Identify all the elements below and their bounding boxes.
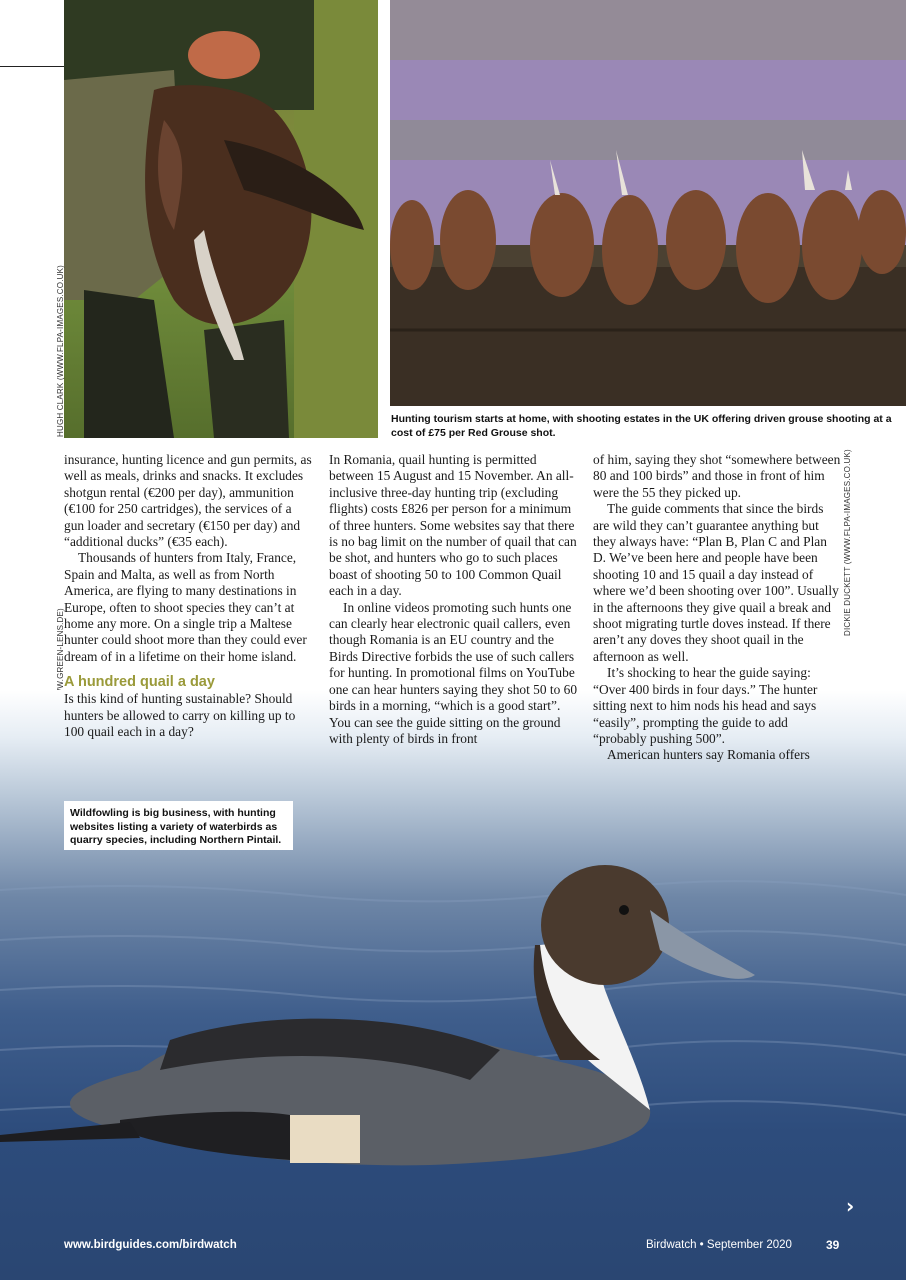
footer-issue: Birdwatch • September 2020: [646, 1239, 792, 1251]
subheading: A hundred quail a day: [64, 674, 215, 691]
paragraph: In online videos promoting such hunts one can clearly hear electronic quail callers, even though Romania is an EU country and the Birds Directive forbids the use of such callers for hunting. In promotional films on YouTube one can hear hunters saying they shot 50 to 60 birds in a morning, “which is a good start”. You can see the guide sitting on the ground with plenty of birds in front: [329, 599, 578, 746]
paragraph: Is this kind of hunting sustainable? Should hunters be allowed to carry on killing up to 100 quail each in a day?: [64, 691, 296, 740]
article-column-2: [329, 452, 579, 747]
footer-website-link[interactable]: www.birdguides.com/birdwatch: [64, 1239, 237, 1251]
paragraph: American hunters say Romania offers: [607, 747, 810, 763]
top-rule: [0, 66, 64, 67]
paragraph: It’s shocking to hear the guide saying: “Over 400 birds in four days.” The hunter sitting next to him nods his head and says “easily”, prompting the guide to add “probably pushing 500”.: [593, 665, 818, 746]
paragraph: insurance, hunting licence and gun permits, as well as meals, drinks and snacks. It excludes shotgun rental (€200 per day), ammunition (€100 for 250 cartridges), the services of a gun loader and secretary (€150 per day) and “additional ducks” (€35 each).: [64, 452, 312, 550]
article-column-3: [593, 452, 843, 764]
photo-hunter-with-grouse: [64, 0, 378, 438]
paragraph: of him, saying they shot “somewhere between 80 and 100 birds” and those in front of him were the 55 they picked up.: [593, 452, 841, 500]
hunter-illustration: [64, 0, 378, 438]
article-column-1: [64, 452, 312, 741]
photo-grouse-on-board: [390, 0, 906, 406]
grouse-board-illustration: [390, 0, 906, 406]
pintail-illustration: [0, 690, 906, 1280]
caption-pintail: Wildfowling is big business, with hunting websites listing a variety of waterbirds as quarry species, including Northern Pintail.: [64, 801, 293, 850]
page-number: 39: [826, 1238, 840, 1252]
caption-grouse: Hunting tourism starts at home, with shooting estates in the UK offering driven grouse shooting at a cost of £75 per Red Grouse shot.: [391, 413, 892, 439]
credit-dickie-duckett: DICKIE DUCKETT (WWW.FLPA-IMAGES.CO.UK): [843, 449, 852, 636]
paragraph: In Romania, quail hunting is permitted between 15 August and 15 November. An all-inclusive three-day hunting trip (excluding flights) costs £826 per person for a minimum of three hunters. Some websites say that there is no bag limit on the number of quail that can be shot, and hunters who go to such places boast of shooting 50 to 100 Common Quail each in a day.: [329, 452, 577, 599]
photo-northern-pintail: [0, 690, 906, 1280]
next-page-arrow-icon[interactable]: ›: [846, 1194, 855, 1218]
paragraph: The guide comments that since the birds are wild they can’t guarantee anything but they always have: “Plan B, Plan C and Plan D. We’ve been here and people have been shooting 10 and 15 quail a day instead of where we’d been shooting over 100”. Usually in the afternoons they give quail a break and shoot migrating turtle doves instead. If there aren’t any doves they shoot quail in the afternoon as well.: [593, 501, 839, 664]
paragraph: Thousands of hunters from Italy, France, Spain and Malta, as well as from North America, are flying to many destinations in Europe, often to shoot species they can’t at home any more. On a single trip a Maltese hunter could shoot more than they could ever dream of in a lifetime on their home island.: [64, 550, 307, 664]
credit-hugh-clark: HUGH CLARK (WWW.FLPA-IMAGES.CO.UK): [56, 265, 65, 437]
